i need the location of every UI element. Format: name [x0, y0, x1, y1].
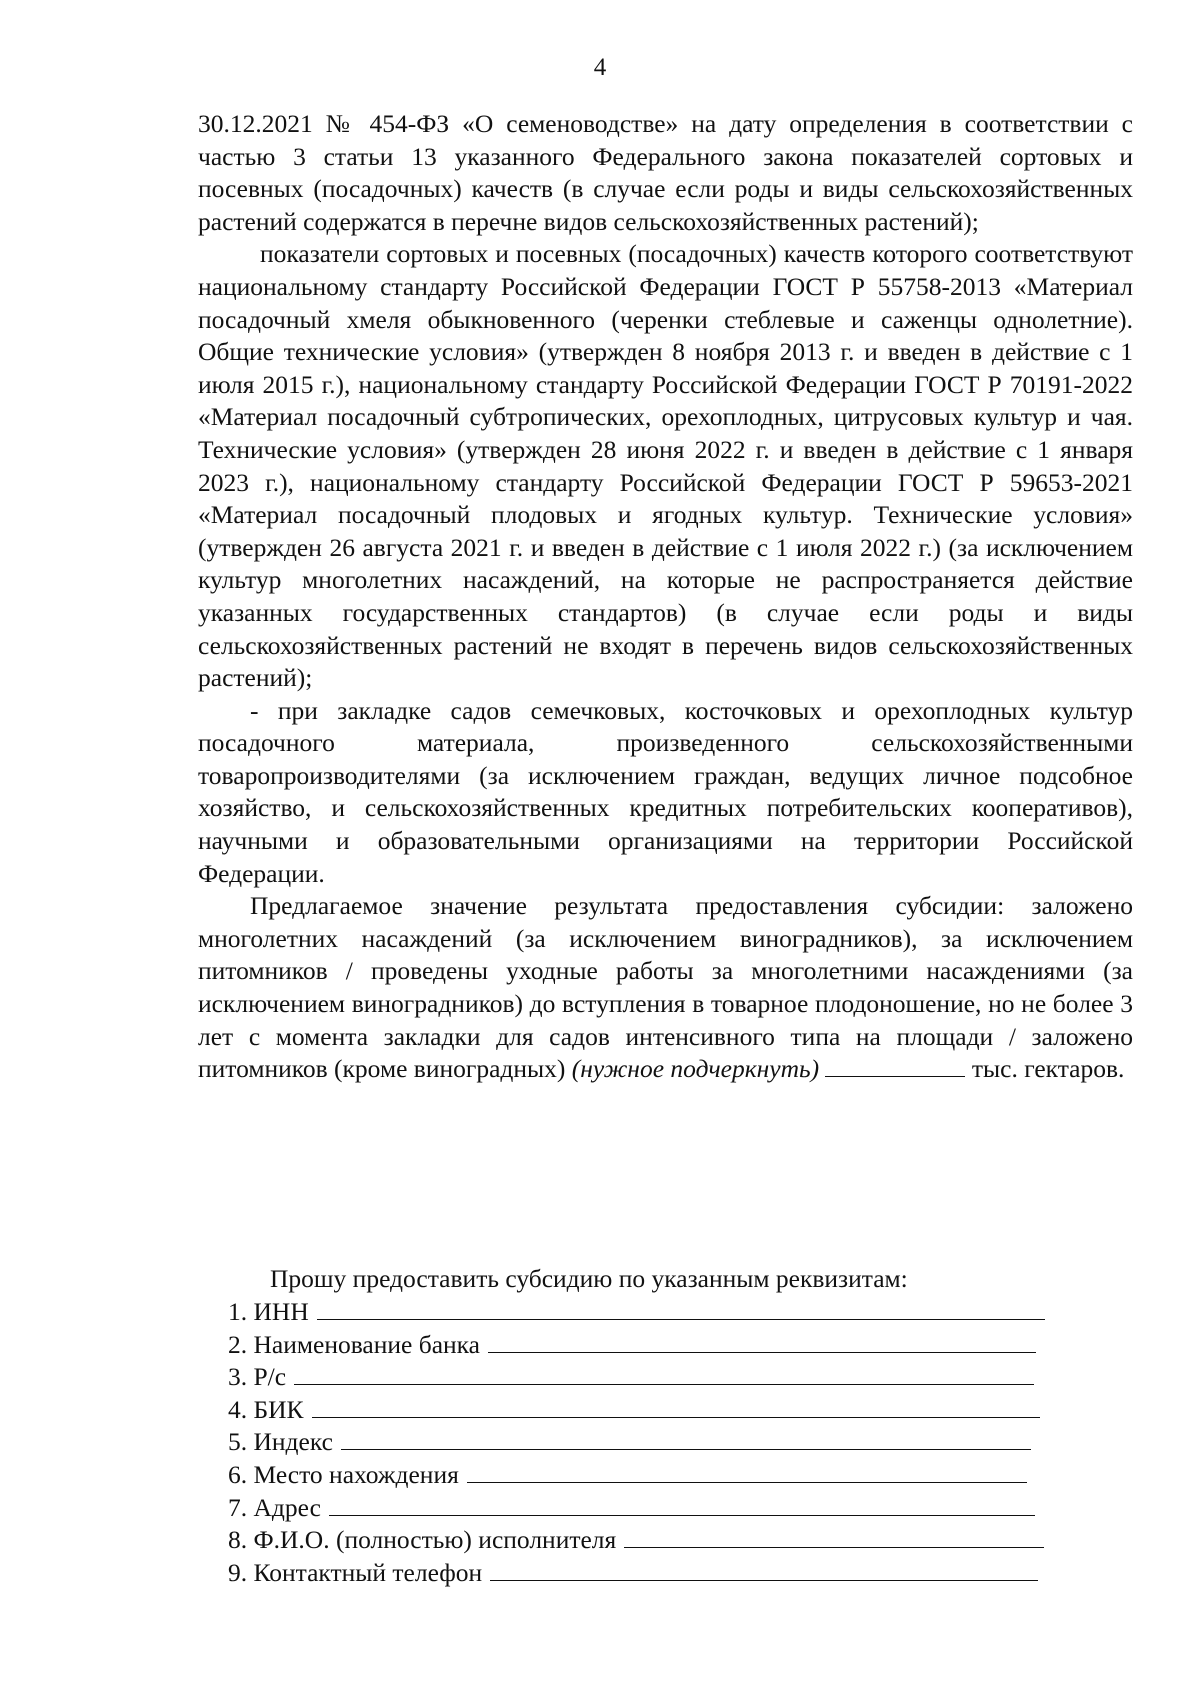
requisite-label: 4. БИК: [228, 1394, 304, 1424]
requisite-row: [228, 1297, 1128, 1330]
account-field[interactable]: [294, 1362, 1034, 1385]
requisite-row: [228, 1362, 1128, 1395]
paragraph-4: [198, 890, 1133, 1086]
requisite-row: [228, 1330, 1128, 1363]
requisite-label: 7. Адрес: [228, 1492, 321, 1522]
requisite-row: [228, 1395, 1128, 1428]
requisite-label: 2. Наименование банка: [228, 1329, 480, 1359]
area-unit: тыс. гектаров.: [971, 1054, 1125, 1084]
bank-name-field[interactable]: [488, 1330, 1036, 1353]
location-field[interactable]: [467, 1460, 1027, 1483]
area-blank[interactable]: [825, 1054, 965, 1077]
paragraph-1: 30.12.2021 № 454-ФЗ «О семеноводстве» на дату определения в соответствии с частью 3 статьи 13 указанного Федерального закона показателей сортовых и посевных (посадочных) качеств (в случае если роды и виды сельскохозяйственных растений содержатся в перечне видов сельскохозяйственных растений);: [198, 109, 1133, 236]
inn-field[interactable]: [317, 1297, 1045, 1320]
result-text: Предлагаемое значение результата предоставления субсидии: заложено многолетних насаждений (за исключением виноградников), за исключением питомников / проведены уходные работы за многолетними насаждениями (за исключением виноградников) до вступления в товарное плодоношение, но не более 3 лет с момента закладки для садов интенсивного типа на площади / заложено питомников (кроме виноградных): [198, 891, 1133, 1084]
requisite-label: 9. Контактный телефон: [228, 1557, 483, 1587]
document-body: [198, 108, 1133, 1086]
requisite-row: [228, 1427, 1128, 1460]
requisites-heading: Прошу предоставить субсидию по указанным реквизитам:: [270, 1264, 908, 1293]
requisite-label: 3. Р/с: [228, 1362, 287, 1392]
requisite-row: [228, 1525, 1128, 1558]
requisite-label: 6. Место нахождения: [228, 1459, 459, 1489]
executor-name-field[interactable]: [624, 1525, 1044, 1548]
requisite-row: [228, 1493, 1128, 1526]
address-field[interactable]: [329, 1493, 1035, 1516]
page-number: 4: [593, 54, 607, 81]
paragraph-2: показатели сортовых и посевных (посадочных) качеств которого соответствуют национальному стандарту Российской Федерации ГОСТ Р 55758-2013 «Материал посадочный хмеля обыкновенного (черенки стеблевые и саженцы однолетние). Общие технические условия» (утвержден 8 ноября 2013 г. и введен в действие с 1 июля 2015 г.), национальному стандарту Российской Федерации ГОСТ Р 70191-2022 «Материал посадочный субтропических, орехоплодных, цитрусовых культур и чая. Технические условия» (утвержден 28 июня 2022 г. и введен в действие с 1 января 2023 г.), национальному стандарту Российской Федерации ГОСТ Р 59653-2021 «Материал посадочный плодовых и ягодных культур. Технические условия» (утвержден 26 августа 2021 г. и введен в действие с 1 июля 2022 г.) (за исключением культур многолетних насаждений, на которые не распространяется действие указанных государственных стандартов) (в случае если роды и виды сельскохозяйственных растений не входят в перечень видов сельскохозяйственных растений);: [198, 239, 1133, 693]
bik-field[interactable]: [312, 1395, 1040, 1418]
phone-field[interactable]: [490, 1558, 1038, 1581]
postal-index-field[interactable]: [341, 1427, 1031, 1450]
underline-hint: (нужное подчеркнуть): [571, 1054, 820, 1084]
requisite-row: [228, 1558, 1128, 1591]
paragraph-3: - при закладке садов семечковых, косточковых и орехоплодных культур посадочного материала, произведенного сельскохозяйственными товаропроизводителями (за исключением граждан, ведущих личное подсобное хозяйство, и сельскохозяйственных кредитных потребительских кооперативов), научными и образовательными организациями на территории Российской Федерации.: [198, 695, 1133, 888]
requisite-label: 5. Индекс: [228, 1427, 333, 1457]
requisite-row: [228, 1460, 1128, 1493]
requisites-list: [228, 1297, 1128, 1590]
requisite-label: 1. ИНН: [228, 1297, 309, 1326]
requisite-label: 8. Ф.И.О. (полностью) исполнителя: [228, 1525, 617, 1555]
